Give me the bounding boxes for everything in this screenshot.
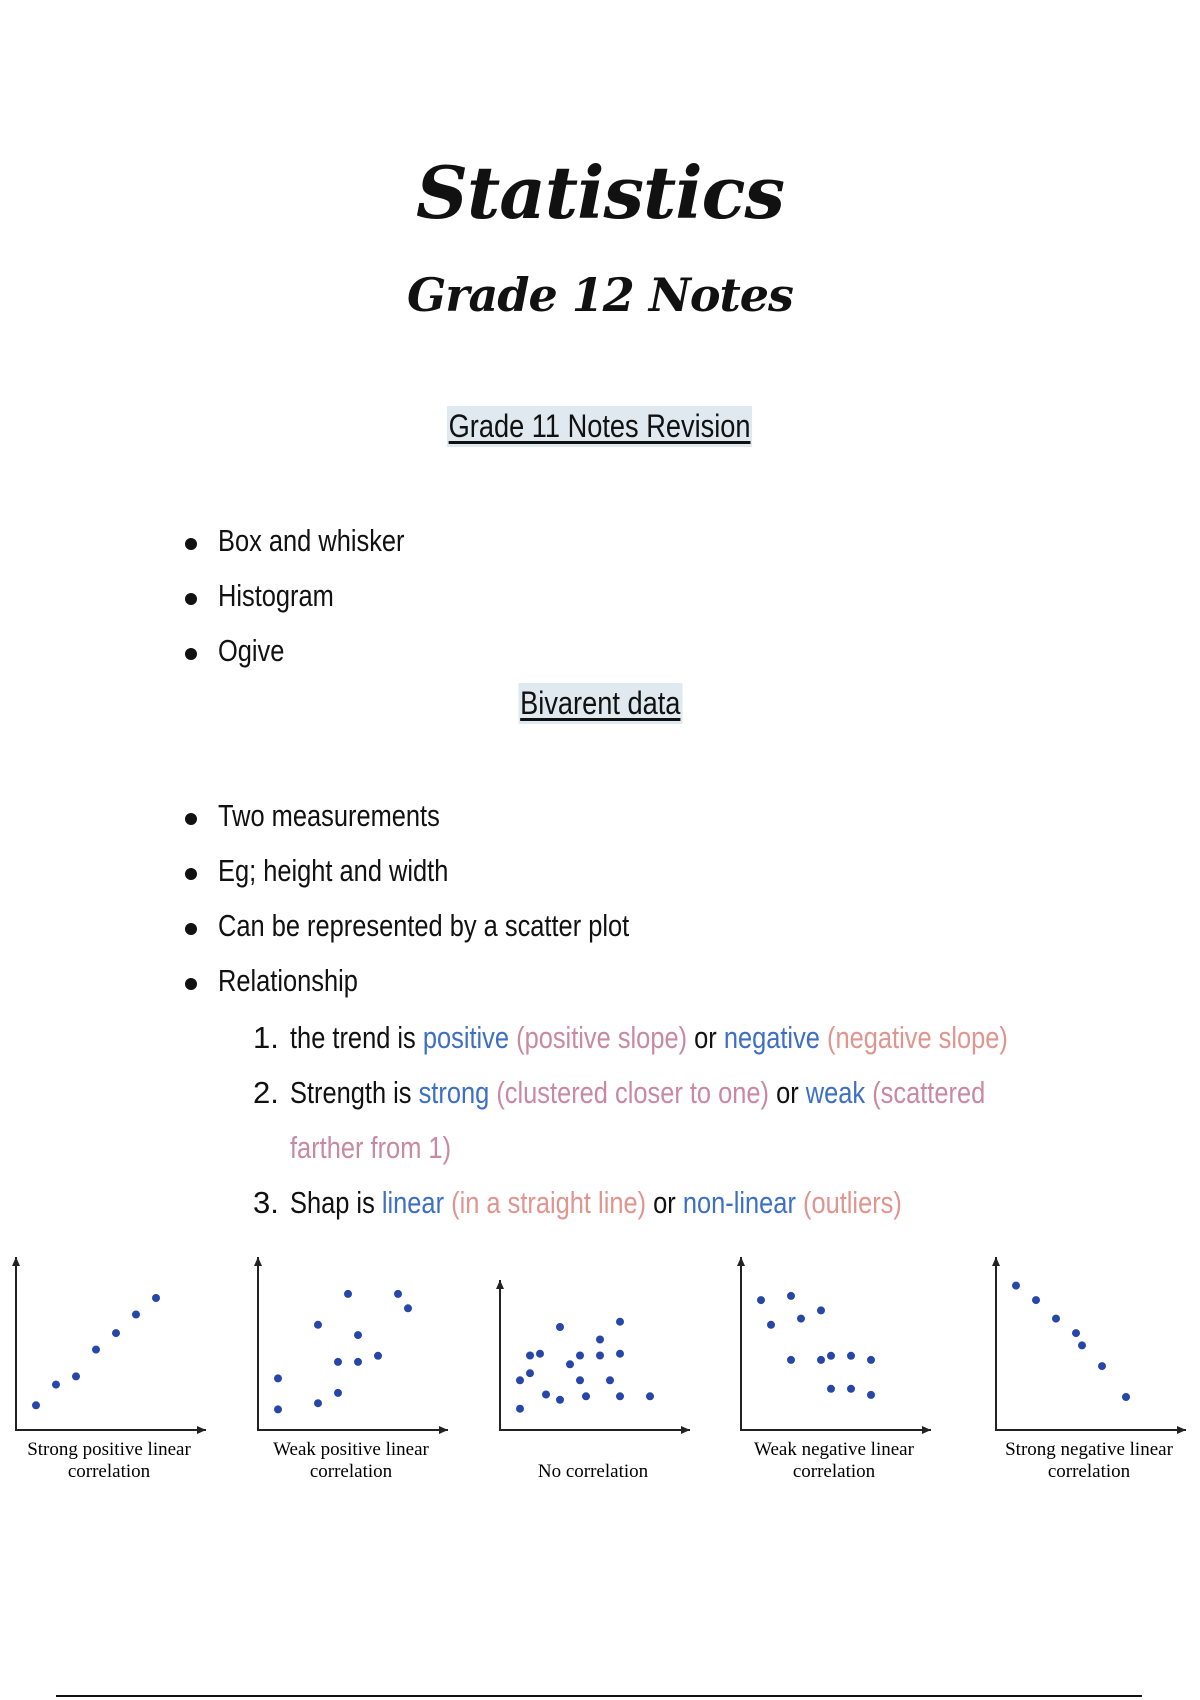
data-point	[516, 1376, 524, 1384]
data-point	[1072, 1329, 1080, 1337]
x-axis-arrow-icon	[197, 1426, 206, 1434]
list-item-trend: 1. the trend is positive (positive slope) or negative (negative slope)	[253, 1020, 1008, 1055]
data-point	[132, 1311, 140, 1319]
data-point	[1098, 1362, 1106, 1370]
data-point	[526, 1369, 534, 1377]
plot-caption: Weak negative linear	[754, 1439, 914, 1460]
data-point	[787, 1292, 795, 1300]
plot-caption: correlation	[1047, 1461, 1131, 1482]
list-item-shape: 3. Shap is linear (in a straight line) or non-linear (outliers)	[253, 1185, 902, 1220]
data-point	[92, 1346, 100, 1354]
list-item-strength: 2. Strength is strong (clustered closer to one) or weak (scattered	[253, 1075, 986, 1110]
data-point	[152, 1294, 160, 1302]
data-point	[1122, 1393, 1130, 1401]
x-axis-arrow-icon	[439, 1426, 448, 1434]
data-point	[536, 1350, 544, 1358]
y-axis-arrow-icon	[12, 1257, 20, 1266]
data-point	[526, 1352, 534, 1360]
data-point	[274, 1405, 282, 1413]
data-point	[1032, 1296, 1040, 1304]
data-point	[787, 1356, 795, 1364]
list-item: Histogram	[185, 568, 445, 623]
data-point	[817, 1306, 825, 1314]
plot-axes	[996, 1257, 1186, 1430]
data-point	[354, 1358, 362, 1366]
data-point	[757, 1296, 765, 1304]
page-bottom-rule	[56, 1695, 1142, 1697]
revision-bullet-list	[185, 513, 445, 678]
data-point	[867, 1391, 875, 1399]
data-point	[374, 1352, 382, 1360]
data-point	[646, 1392, 654, 1400]
data-point	[404, 1304, 412, 1312]
list-item: Eg; height and width	[185, 843, 719, 898]
data-point	[827, 1352, 835, 1360]
scatter-plot-4	[737, 1257, 931, 1482]
term-negative: negative	[723, 1020, 820, 1055]
page-title: Statistics	[415, 150, 785, 235]
data-point	[1052, 1315, 1060, 1323]
note-scattered-continued: farther from 1)	[290, 1130, 452, 1165]
data-point	[52, 1381, 60, 1389]
scatter-plot-1	[12, 1257, 206, 1482]
data-point	[596, 1336, 604, 1344]
data-point	[556, 1396, 564, 1404]
plot-caption: Strong negative linear	[1005, 1439, 1173, 1460]
data-point	[314, 1321, 322, 1329]
data-point	[867, 1356, 875, 1364]
data-point	[797, 1315, 805, 1323]
y-axis-arrow-icon	[254, 1257, 262, 1266]
y-axis-arrow-icon	[496, 1280, 504, 1289]
note-outliers: (outliers)	[802, 1185, 902, 1220]
data-point	[112, 1329, 120, 1337]
plot-axes	[16, 1257, 206, 1430]
data-point	[566, 1360, 574, 1368]
scatter-plot-3	[496, 1280, 690, 1482]
list-item: Relationship	[185, 953, 719, 1008]
data-point	[516, 1405, 524, 1413]
data-point	[582, 1392, 590, 1400]
data-point	[334, 1389, 342, 1397]
data-point	[616, 1350, 624, 1358]
term-linear: linear	[381, 1185, 445, 1220]
scatter-plot-2	[254, 1257, 448, 1482]
data-point	[1012, 1282, 1020, 1290]
x-axis-arrow-icon	[1177, 1426, 1186, 1434]
note-scattered: (scattered	[872, 1075, 986, 1110]
plot-caption: Weak positive linear	[273, 1439, 429, 1460]
data-point	[556, 1323, 564, 1331]
note-straight-line: (in a straight line)	[451, 1185, 647, 1220]
data-point	[847, 1352, 855, 1360]
page-subtitle: Grade 12 Notes	[407, 268, 793, 322]
plot-caption: correlation	[67, 1461, 151, 1482]
plot-axes	[258, 1257, 448, 1430]
data-point	[616, 1392, 624, 1400]
scatter-plot-figures	[0, 1245, 1200, 1495]
list-item: Can be represented by a scatter plot	[185, 898, 719, 953]
data-point	[606, 1376, 614, 1384]
list-item: Two measurements	[185, 788, 719, 843]
data-point	[32, 1401, 40, 1409]
plot-caption: Strong positive linear	[27, 1439, 191, 1460]
data-point	[274, 1374, 282, 1382]
data-point	[817, 1356, 825, 1364]
data-point	[576, 1376, 584, 1384]
list-item: Ogive	[185, 623, 445, 678]
term-positive: positive	[422, 1020, 510, 1055]
data-point	[542, 1391, 550, 1399]
data-point	[334, 1358, 342, 1366]
y-axis-arrow-icon	[737, 1257, 745, 1266]
data-point	[616, 1318, 624, 1326]
data-point	[314, 1399, 322, 1407]
bivariate-bullet-list	[185, 788, 719, 1008]
data-point	[767, 1321, 775, 1329]
term-strong: strong	[418, 1075, 490, 1110]
y-axis-arrow-icon	[992, 1257, 1000, 1266]
data-point	[827, 1385, 835, 1393]
section-heading-bivariate	[0, 683, 1200, 724]
note-clustered: (clustered closer to one)	[496, 1075, 770, 1110]
data-point	[847, 1385, 855, 1393]
list-item-strength-continued	[253, 1120, 1165, 1175]
term-non-linear: non-linear	[682, 1185, 796, 1220]
plot-axes	[741, 1257, 931, 1430]
section-heading-revision	[0, 406, 1200, 447]
data-point	[394, 1290, 402, 1298]
data-point	[354, 1331, 362, 1339]
scatter-plot-5	[992, 1257, 1186, 1482]
list-item: Box and whisker	[185, 513, 445, 568]
data-point	[344, 1290, 352, 1298]
section-heading-revision-text: Grade 11 Notes Revision	[447, 406, 752, 447]
relationship-numbered-list	[253, 1010, 1165, 1230]
section-heading-bivariate-text: Bivarent data	[518, 683, 682, 724]
data-point	[72, 1372, 80, 1380]
plot-caption: correlation	[792, 1461, 876, 1482]
data-point	[576, 1352, 584, 1360]
plot-caption: No correlation	[537, 1461, 649, 1482]
plot-caption: correlation	[309, 1461, 393, 1482]
term-weak: weak	[805, 1075, 866, 1110]
note-positive-slope: (positive slope)	[516, 1020, 688, 1055]
x-axis-arrow-icon	[681, 1426, 690, 1434]
x-axis-arrow-icon	[922, 1426, 931, 1434]
data-point	[596, 1352, 604, 1360]
data-point	[1078, 1341, 1086, 1349]
note-negative-slope: (negative slope)	[827, 1020, 1008, 1055]
